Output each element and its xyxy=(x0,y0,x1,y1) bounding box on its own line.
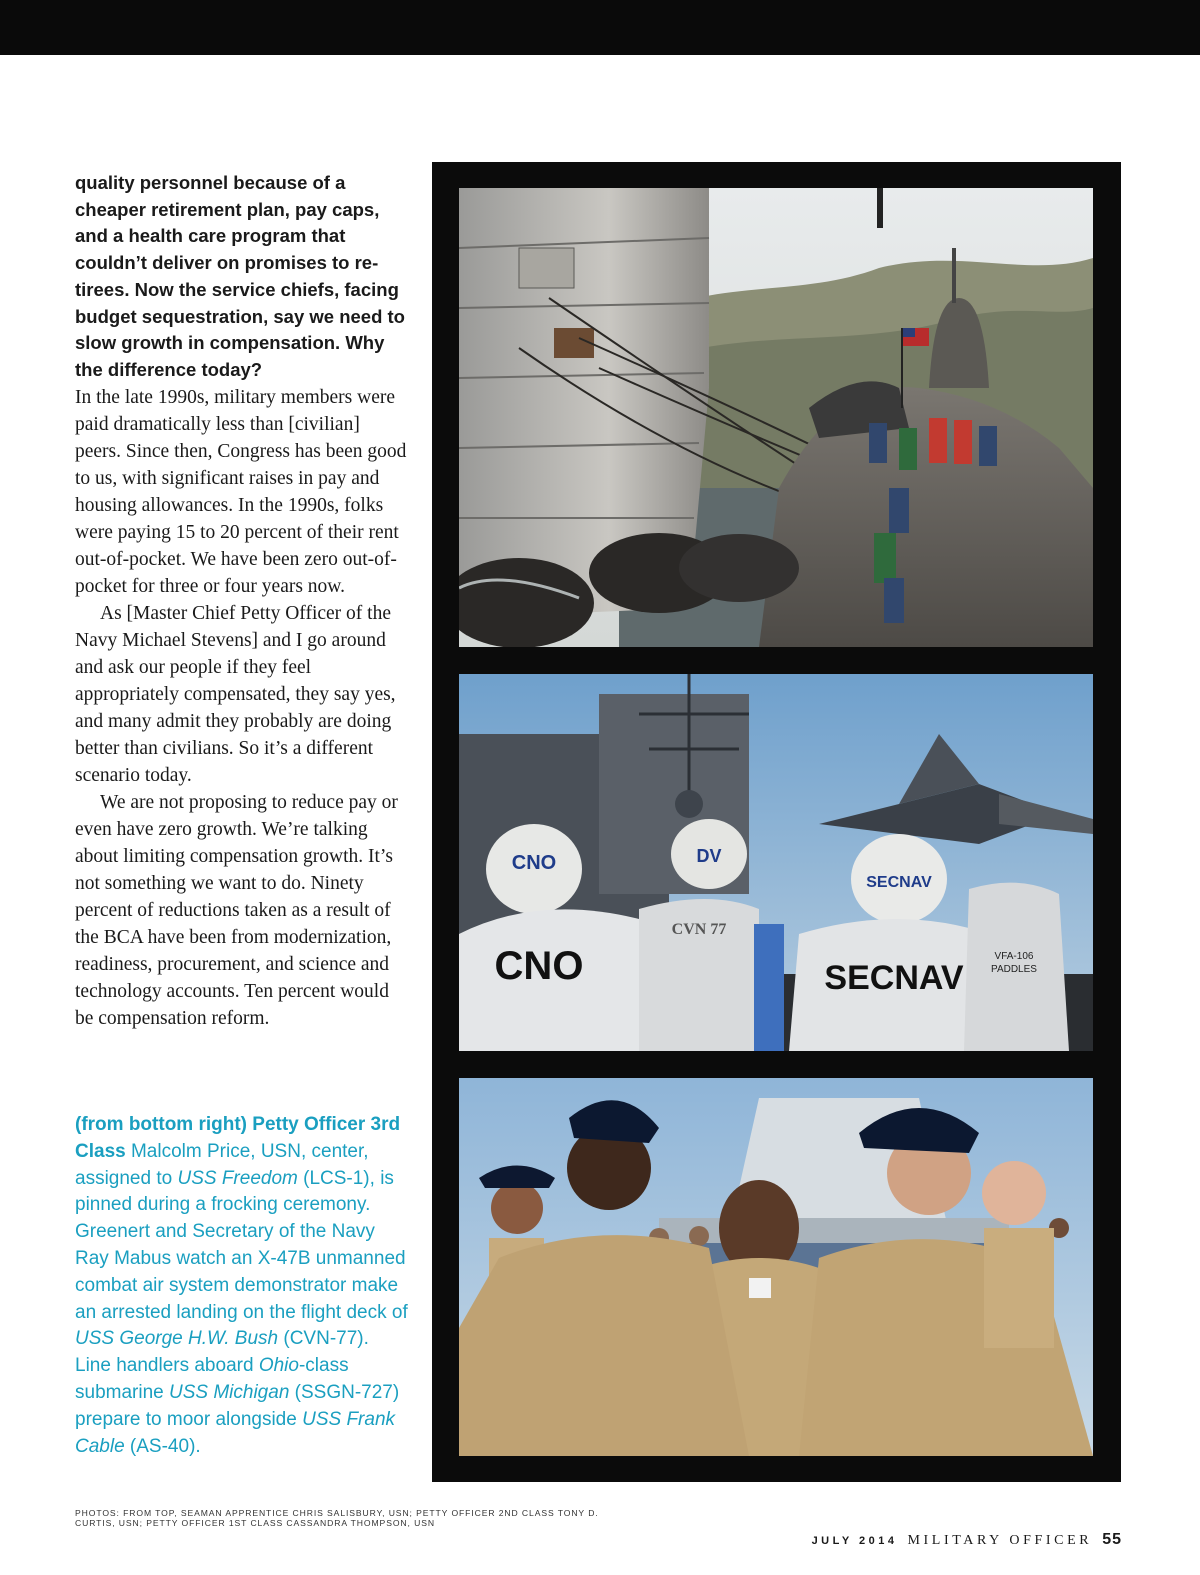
caption-ship-name: USS Freedom xyxy=(177,1167,298,1189)
photo-credits: PHOTOS: FROM TOP, SEAMAN APPRENTICE CHRIS SALISBURY, USN; PETTY OFFICER 2ND CLASS TONY D. CURTIS, USN; PETTY OFFICER 1ST CLASS CASSANDRA THOMPSON, USN xyxy=(75,1508,599,1528)
helmet-dv xyxy=(671,819,747,889)
photo-caption xyxy=(75,1112,410,1460)
helmet-secnav xyxy=(851,834,947,924)
vest-paddles-label: PADDLES xyxy=(991,964,1037,975)
caption-text: (CVN-77). Line handlers aboard xyxy=(75,1328,369,1377)
helmet-secnav-label: SECNAV xyxy=(866,874,932,891)
vest-secnav-label: SECNAV xyxy=(824,959,964,997)
vest-vfa-label: VFA-106 xyxy=(994,951,1034,962)
caption-lead: (from bottom right) Petty Officer 3rd Class xyxy=(75,1114,401,1162)
frocking-ceremony-photo xyxy=(459,1078,1093,1456)
caption-ship-name: USS Michigan xyxy=(169,1381,290,1403)
issue-date: JULY 2014 xyxy=(811,1535,898,1547)
caption-text: (LCS-1), is pinned during a frocking ceremony. Greenert and Secretary of the Navy Ray Mabus watch an X-47B unmanned combat air system demonstrator make an arrested landing on the flight deck of xyxy=(75,1167,408,1323)
flight-deck-illustration xyxy=(459,674,1093,1051)
photo-frame xyxy=(432,162,1121,1482)
submarine-mooring-illustration xyxy=(459,188,1093,647)
magazine-name: MILITARY OFFICER xyxy=(907,1533,1093,1548)
page-number: 55 xyxy=(1102,1531,1122,1548)
vest-cno-label: CNO xyxy=(494,944,584,988)
helmet-cno-label: CNO xyxy=(511,852,557,874)
answer-paragraph-2: As [Master Chief Petty Officer of the Navy Michael Stevens] and I go around and ask our people if they feel appropriately compensated, they say yes, and many admit they probably are doing better than civilians. So it’s a different scenario today. xyxy=(75,602,396,786)
caption-text: (SSGN-727) prepare to moor alongside xyxy=(75,1381,400,1430)
caption-class-name: Ohio xyxy=(258,1355,299,1377)
caption-text: Malcolm Price, USN, center, assigned to xyxy=(75,1140,369,1189)
helmet-cno xyxy=(486,824,582,914)
flight-deck-photo xyxy=(459,674,1093,1051)
answer-paragraph-1: In the late 1990s, military members were paid dramatically less than [civilian] peers. Since then, Congress has been good to us, with significant raises in pay and housing allowances. In the 1990s, folks were paying 15 to 20 percent of their rent out-of-pocket. We have been zero out-of-pocket for three or four years now. xyxy=(75,386,407,597)
vest-cvn-label: CVN 77 xyxy=(671,921,727,938)
caption-text: -class submarine xyxy=(75,1355,349,1403)
caption-ship-name: USS George H.W. Bush xyxy=(75,1328,279,1350)
caption-text: (AS-40). xyxy=(124,1435,201,1457)
article-column xyxy=(75,170,410,1032)
submarine-mooring-photo xyxy=(459,188,1093,647)
answer-paragraph-3: We are not proposing to reduce pay or even have zero growth. We’re talking about limiting compensation growth. It’s not something we want to do. Ninety percent of reductions taken as a result of the BCA have been from modernization, readiness, procurement, and science and technology accounts. Ten percent would be compensation reform. xyxy=(75,791,398,1029)
caption-ship-name: USS Frank Cable xyxy=(75,1408,396,1457)
helmet-dv-label: DV xyxy=(696,846,722,866)
page-folio xyxy=(812,1531,1122,1549)
frocking-ceremony-illustration xyxy=(459,1078,1093,1456)
interview-question: quality personnel because of a cheaper retirement plan, pay caps, and a health care program that couldn’t deliver on promises to retirees. Now the service chiefs, facing budget sequestration, say we need to slow growth in compensation. Why the difference today? xyxy=(75,172,405,380)
top-black-bar xyxy=(0,0,1200,55)
